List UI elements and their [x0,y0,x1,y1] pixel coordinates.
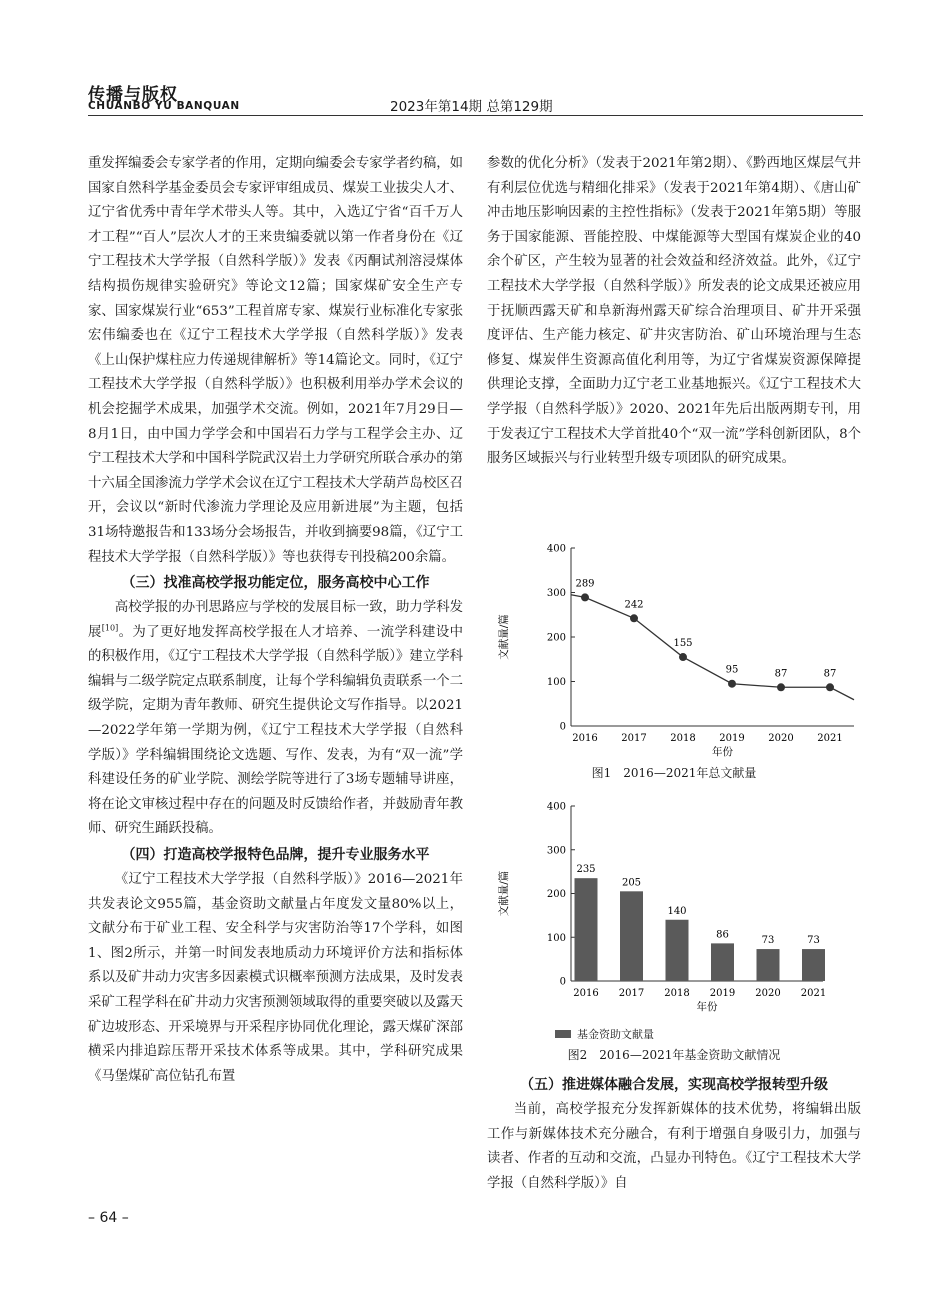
issue-info: 2023年第14期 总第129期 [390,99,553,115]
y-tick-label: 400 [546,543,566,555]
section-heading-3: （三）找准高校学报功能定位，服务高校中心工作 [121,575,430,592]
journal-name-cn: 传播与版权 [88,85,178,105]
running-header [88,80,863,120]
data-point [777,683,785,691]
paragraph-discipline-support [88,596,463,842]
citation-ref: [10] [101,623,119,633]
data-label: 235 [576,864,596,876]
bar [711,943,734,981]
paragraph-text: 。为了更好地发挥高校学报在人才培养、一流学科建设中的积极作用，《辽宁工程技术大学学报（自然科学版）》建立学科编辑与二级学院定点联系制度，让每个学科编辑负责联系一个二级学院，定期为青年教师、研究生提供论文写作指导。以2021—2022学年第一学期为例，《辽宁工程技术大学学报（自然科学版）》学科编辑围绕论文选题、写作、发表，为有“双一流”学科建设任务的矿业学院、测绘学院等进行了3场专题辅导讲座，将在论文审核过程中存在的问题及时反馈给作者，并鼓励青年教师、研究生踊跃投稿。 [88,624,464,837]
y-axis-label: 文献量/篇 [498,614,510,660]
line-chart-total-literature [487,540,861,760]
data-point [630,614,638,622]
data-label: 73 [761,935,775,947]
legend-swatch [555,1030,571,1038]
x-tick-label: 2017 [618,988,645,999]
bar [666,920,689,981]
x-tick-label: 2016 [572,733,598,744]
data-label: 86 [716,929,729,941]
y-tick-label: 0 [559,976,566,988]
x-tick-label: 2020 [768,733,794,744]
data-point [728,680,736,688]
bar-chart-funded-literature [487,798,861,1020]
data-label: 87 [823,668,837,680]
y-tick-label: 300 [546,588,566,599]
journal-name-en: CHUANBO YU BANQUAN [88,100,240,112]
data-label: 87 [774,668,788,680]
bar [620,891,643,981]
series-line [571,595,854,700]
x-tick-label: 2017 [621,733,647,744]
y-tick-label: 200 [546,632,566,644]
left-column [88,152,463,1089]
data-label: 205 [621,877,642,889]
data-label: 289 [575,578,595,590]
paragraph-editorial-board: 重发挥编委会专家学者的作用，定期向编委会专家学者约稿，如国家自然科学基金委员会专家评审组成员、煤炭工业拔尖人才、辽宁省优秀中青年学术带头人等。其中，入选辽宁省“百千万人才工程”“百人”层次人才的王来贵编委就以第一作者身份在《辽宁工程技术大学学报（自然科学版）》发表《丙酮试剂溶浸煤体结构损伤规律实验研究》等论文12篇；国家煤矿安全生产专家、国家煤炭行业“653”工程首席专家、煤炭行业标准化专家张宏伟编委也在《辽宁工程技术大学学报（自然科学版）》发表《上山保护煤柱应力传递规律解析》等14篇论文。同时，《辽宁工程技术大学学报（自然科学版）》也积极利用举办学术会议的机会挖掘学术成果，加强学术交流。例如，2021年7月29日—8月1日，由中国力学学会和中国岩石力学与工程学会主办、辽宁工程技术大学和中国科学院武汉岩土力学研究所联合承办的第十六届全国渗流力学学术会议在辽宁工程技术大学葫芦岛校区召开，会议以“新时代渗流力学理论及应用新进展”为主题，包括31场特邀报告和133场分会场报告，并收到摘要98篇，《辽宁工程技术大学学报（自然科学版）》等也获得专刊投稿200余篇。 [88,156,463,565]
data-point [679,653,687,661]
paragraph-text: 高校学报的办刊思路应与学校的发展目标一致，助力学科发展 [88,600,463,640]
paragraph-brand: 《辽宁工程技术大学学报（自然科学版）》2016—2021年共发表论文955篇，基金资助文献量占年度发文量80%以上，文献分布于矿业工程、安全科学与灾害防治等17个学科，如图1、图2所示，并第一时间发表地质动力环境评价方法和指标体系以及矿井动力灾害多因素模式识概率预测方法成果，及时发表采矿工程学科在矿井动力灾害预测领域取得的重要突破以及露天矿边坡形态、开采境界与开采程序协同优化理论，露天煤矿深部横采内排追踪压帮开采技术体系等成果。其中，学科研究成果《马堡煤矿高位钻孔布置 [88,872,463,1084]
y-tick-label: 100 [546,932,566,944]
y-tick-label: 0 [559,721,566,733]
x-tick-label: 2021 [800,988,827,999]
x-tick-label: 2018 [664,988,690,999]
right-column-continued [487,1072,861,1196]
x-axis-label: 年份 [696,1001,718,1013]
y-tick-label: 300 [546,845,566,857]
x-tick-label: 2020 [755,988,781,999]
header-rule [88,115,863,116]
data-label: 73 [807,935,820,947]
y-tick-label: 100 [546,677,566,688]
bar [575,878,598,981]
x-tick-label: 2019 [719,733,745,744]
page-number: – 64 – [88,1210,129,1226]
data-point [826,683,834,691]
x-tick-label: 2018 [670,733,696,744]
data-label: 155 [673,638,693,650]
y-tick-label: 200 [546,889,566,900]
chart-legend [555,1026,654,1042]
bar [802,949,825,981]
paragraph-media-fusion: 当前，高校学报充分发挥新媒体的技术优势，将编辑出版工作与新媒体技术充分融合，有利于增强自身吸引力，加强与读者、作者的互动和交流，凸显办刊特色。《辽宁工程技术大学学报（自然科学版）》自 [487,1102,861,1191]
x-tick-label: 2021 [817,733,843,744]
figure-2 [487,798,861,1068]
data-point [581,593,589,601]
figure-1 [487,540,861,790]
paragraph-achievements: 参数的优化分析》（发表于2021年第2期）、《黔西地区煤层气井有利层位优选与精细化排采》（发表于2021年第4期）、《唐山矿冲击地压影响因素的主控性指标》（发表于2021年第5期）等服务于国家能源、晋能控股、中煤能源等大型国有煤炭企业的40余个矿区，产生较为显著的社会效益和经济效益。此外，《辽宁工程技术大学学报（自然科学版）》所发表的论文成果还被应用于抚顺西露天矿和阜新海州露天矿综合治理项目、矿井开采强度评估、生产能力核定、矿井灾害防治、矿山环境治理与生态修复、煤炭伴生资源高值化利用等，为辽宁省煤炭资源保障提供理论支撑，全面助力辽宁老工业基地振兴。《辽宁工程技术大学学报（自然科学版）》2020、2021年先后出版两期专刊，用于发表辽宁工程技术大学首批40个“双一流”学科创新团队，8个服务区域振兴与行业转型升级专项团队的研究成果。 [487,156,862,467]
data-label: 95 [725,664,739,676]
section-heading-5: （五）推进媒体融合发展，实现高校学报转型升级 [520,1077,828,1093]
y-axis-label: 文献量/篇 [498,870,510,917]
bar [757,949,780,981]
x-tick-label: 2019 [709,988,736,999]
legend-label: 基金资助文献量 [577,1028,654,1041]
figure-1-caption: 图1 2016—2021年总文献量 [591,766,757,780]
data-label: 242 [624,599,644,611]
x-axis-label: 年份 [712,746,733,758]
y-tick-label: 400 [546,801,566,813]
right-column [487,152,861,472]
section-heading-4: （四）打造高校学报特色品牌，提升专业服务水平 [121,847,430,864]
figure-2-caption: 图2 2016—2021年基金资助文献情况 [567,1048,781,1062]
x-tick-label: 2016 [573,988,599,999]
data-label: 140 [667,905,687,917]
